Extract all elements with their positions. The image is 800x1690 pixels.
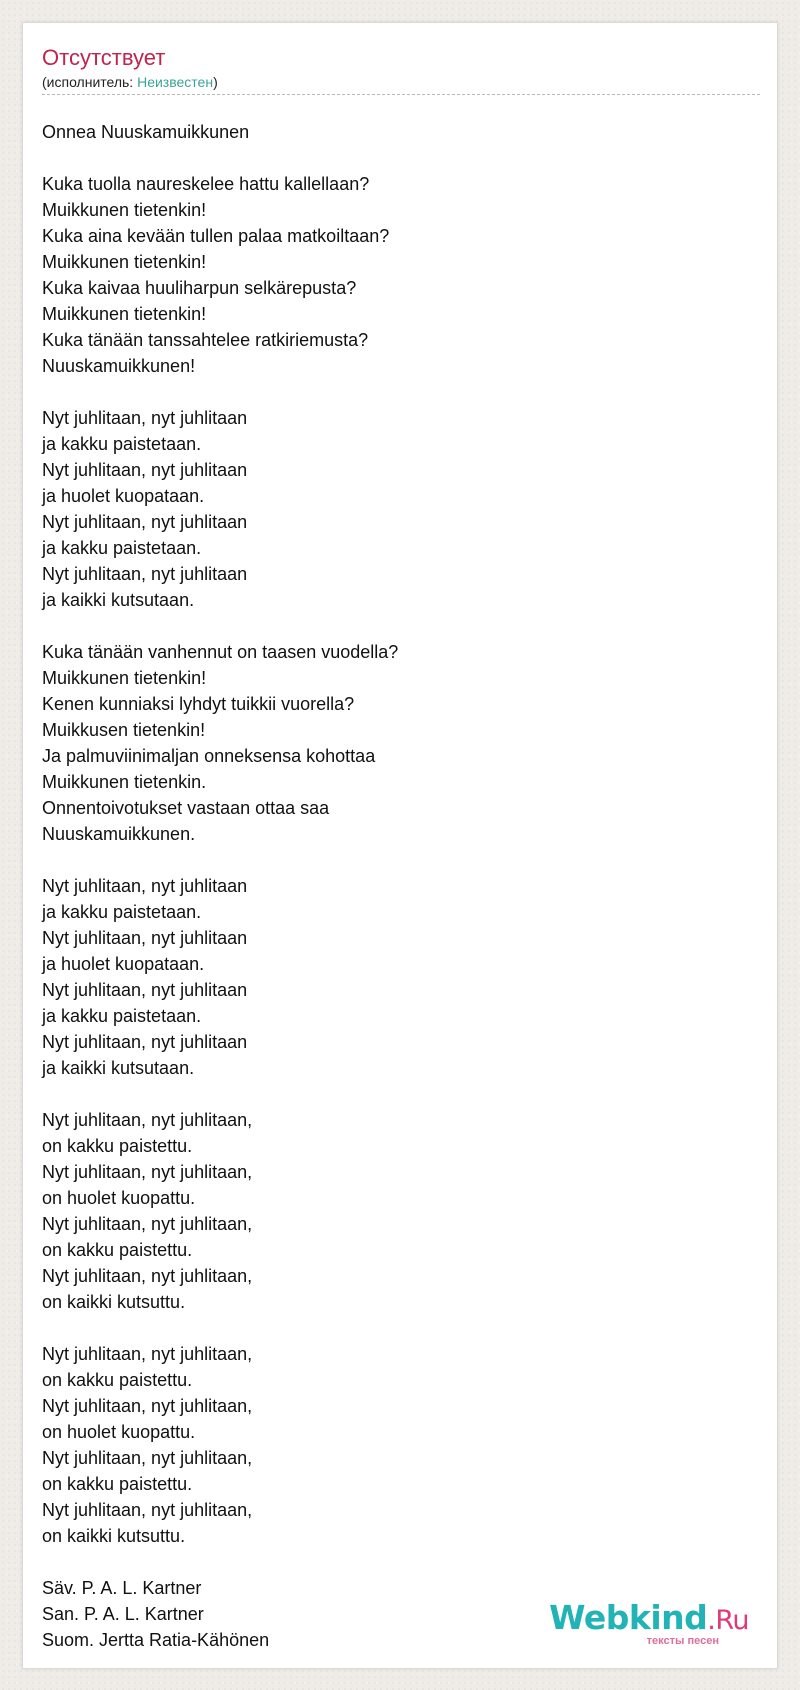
lyrics-text: Onnea Nuuskamuikkunen Kuka tuolla naureskelee hattu kallellaan? Muikkunen tietenkin! Kuka aina kevään tullen palaa matkoiltaan? Muikkunen tietenkin! Kuka kaivaa huuliharpun selkärepusta? Muikkunen tietenkin! Kuka tänään tanssahtelee ratkiriemusta? Nuuskamuikkunen! Nyt juhlitaan, nyt juhlitaan ja kakku paistetaan. Nyt juhlitaan, nyt juhlitaan ja huolet kuopataan. Nyt juhlitaan, nyt juhlitaan ja kakku paistetaan. Nyt juhlitaan, nyt juhlitaan ja kaikki kutsutaan. Kuka tänään vanhennut on taasen vuodella? Muikkunen tietenkin! Kenen kunniaksi lyhdyt tuikkii vuorella? Muikkusen tietenkin! Ja palmuviinimaljan onneksensa kohottaa Muikkunen tietenkin. Onnentoivotukset vastaan ottaa saa Nuuskamuikkunen. Nyt juhlitaan, nyt juhlitaan ja kakku paistetaan. Nyt juhlitaan, nyt juhlitaan ja huolet kuopataan. Nyt juhlitaan, nyt juhlitaan ja kakku paistetaan. Nyt juhlitaan, nyt juhlitaan ja kaikki kutsutaan. Nyt juhlitaan, nyt juhlitaan, on kakku paistettu. Nyt juhlitaan, nyt juhlitaan, on huolet kuopattu. Nyt juhlitaan, nyt juhlitaan, on kakku paistettu. Nyt juhlitaan, nyt juhlitaan, on kaikki kutsuttu. Nyt juhlitaan, nyt juhlitaan, on kakku paistettu. Nyt juhlitaan, nyt juhlitaan, on huolet kuopattu. Nyt juhlitaan, nyt juhlitaan, on kakku paistettu. Nyt juhlitaan, nyt juhlitaan, on kaikki kutsuttu. Säv. P. A. L. Kartner San. P. A. L. Kartner Suom. Jertta Ratia-Kähönen [42, 122, 399, 1650]
brand-name-main: Webkind [549, 1598, 708, 1637]
brand-tagline: тексты песен [646, 1635, 719, 1647]
artist-prefix: (исполнитель: [42, 74, 138, 90]
artist-link[interactable]: Неизвестен [137, 74, 214, 90]
song-header [42, 45, 760, 95]
artist-line [42, 73, 760, 95]
artist-suffix: ) [213, 74, 218, 90]
brand-name-tld: .Ru [707, 1605, 749, 1636]
brand-logo [549, 1598, 749, 1656]
song-title: Отсутствует [42, 45, 166, 70]
lyrics-card [22, 22, 778, 1669]
